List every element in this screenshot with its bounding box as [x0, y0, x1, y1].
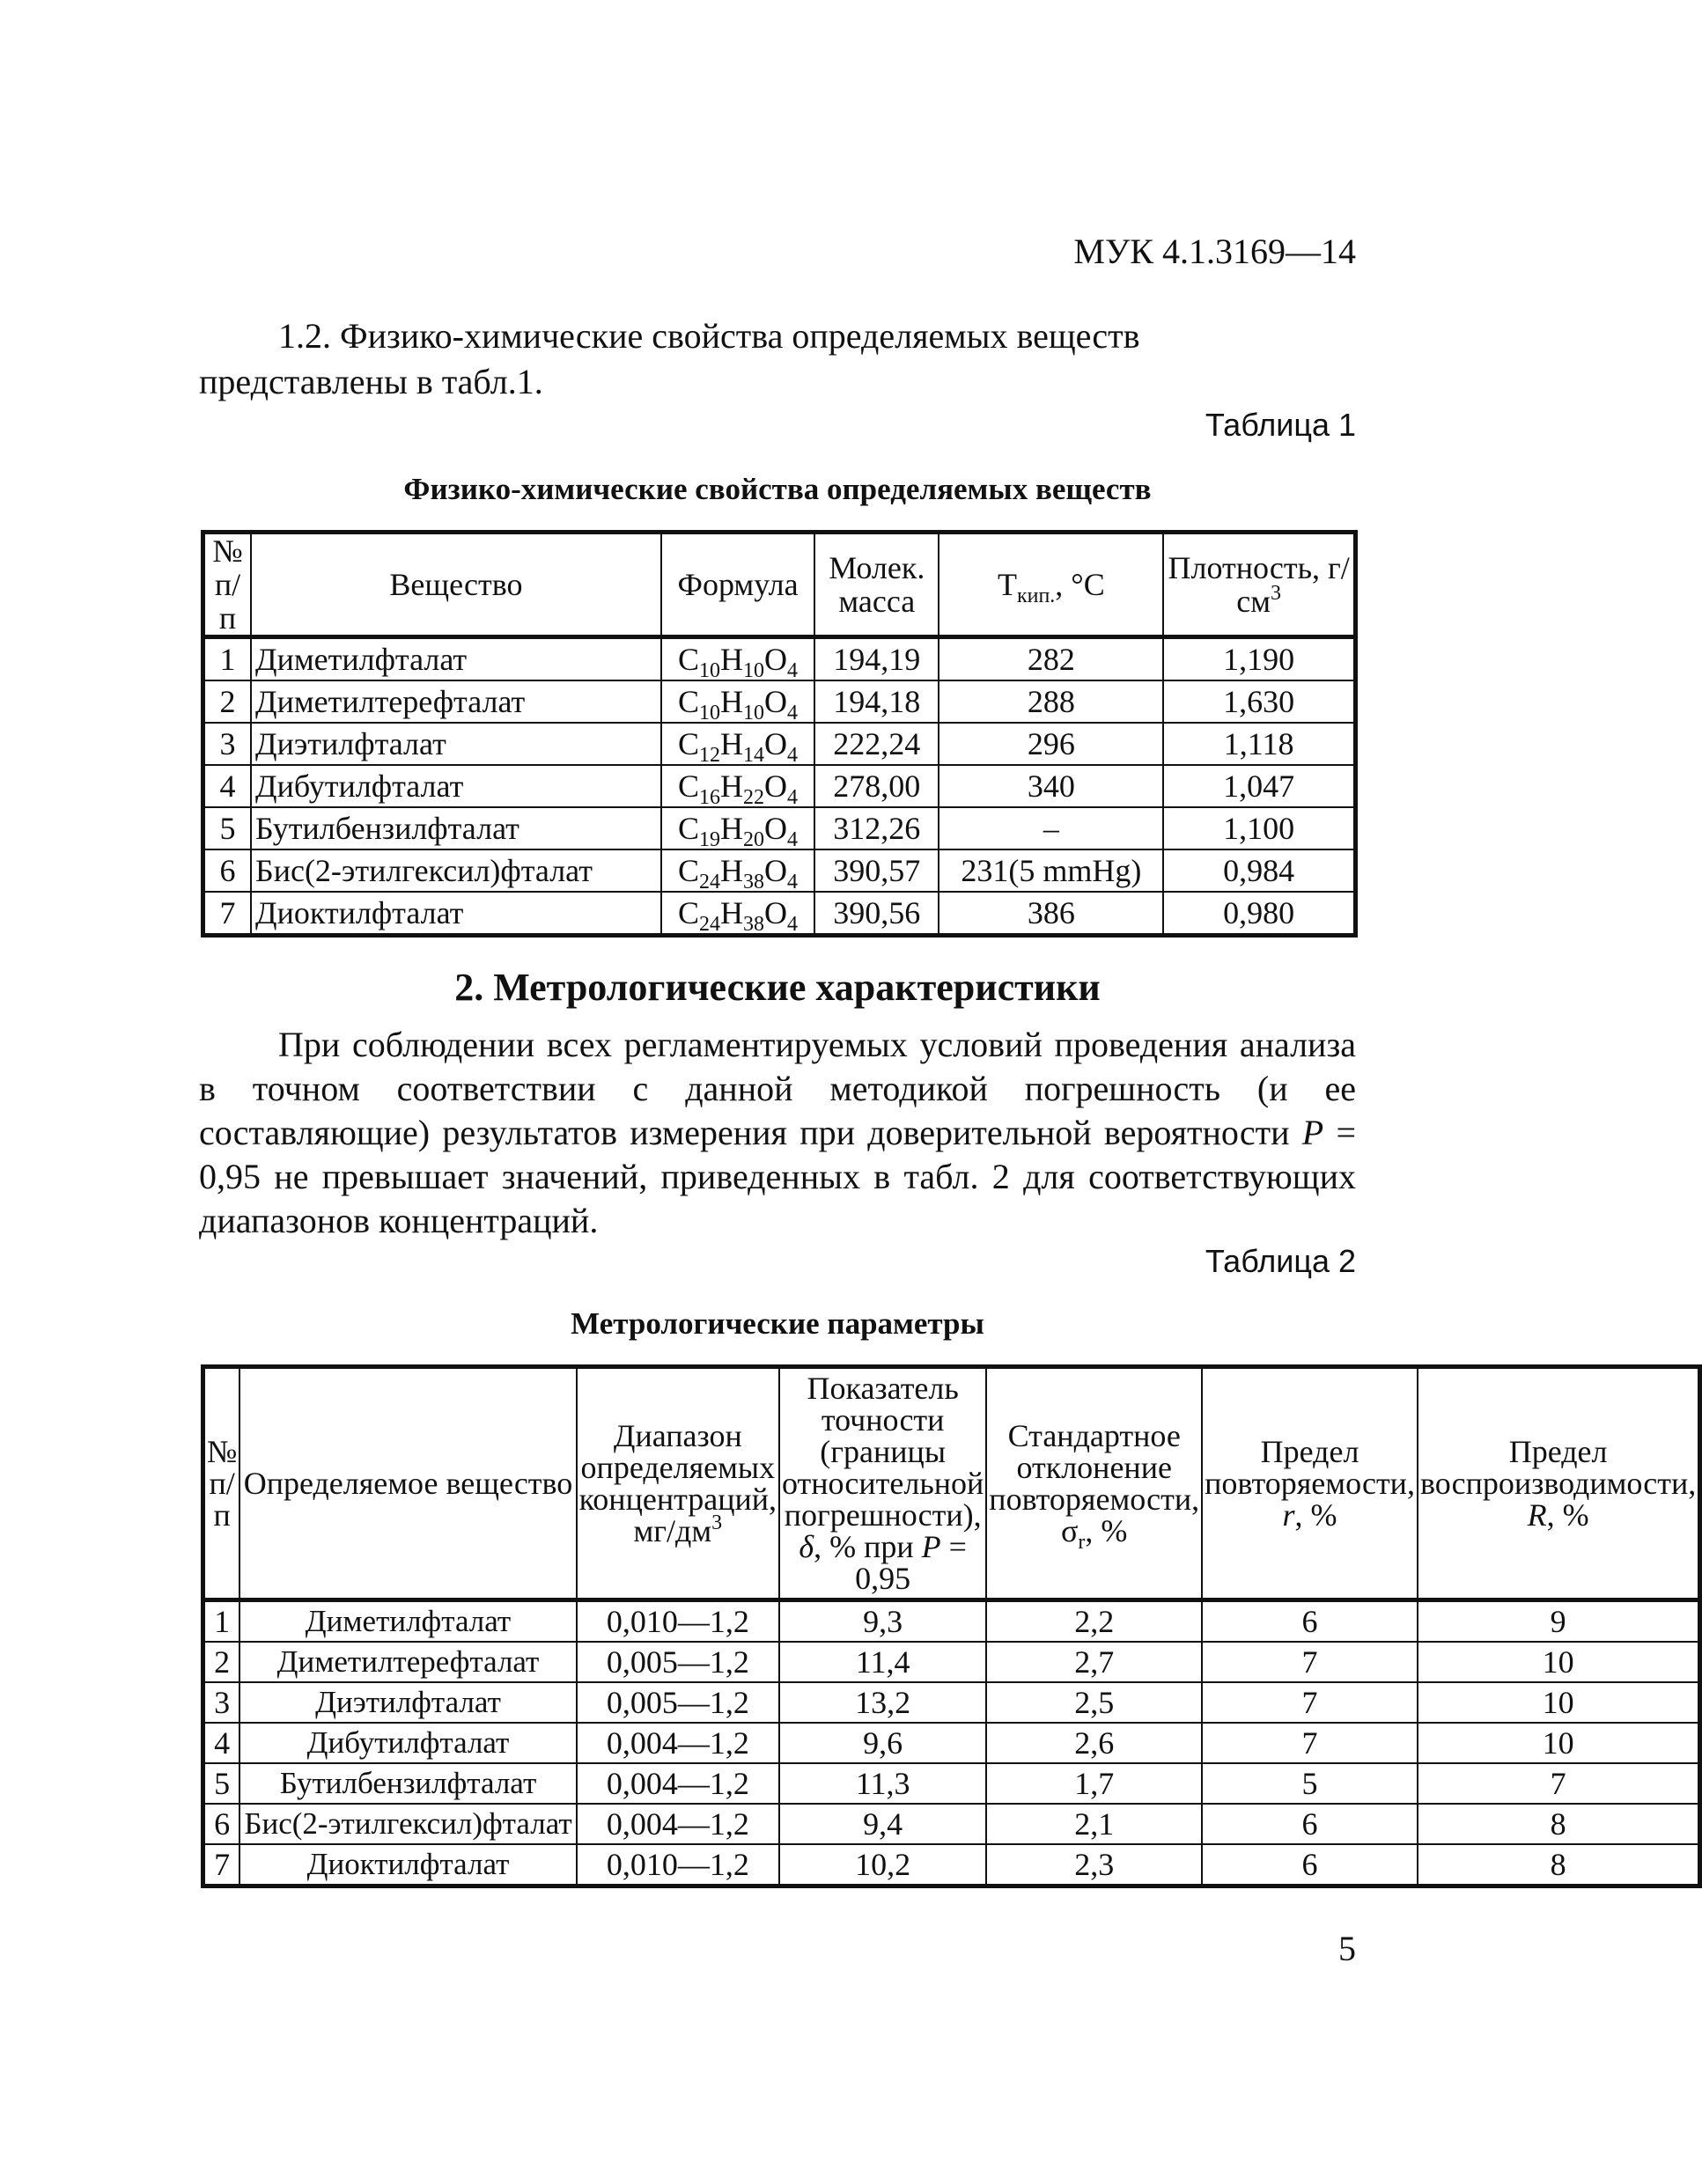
cell-std-deviation: 2,1: [986, 1804, 1202, 1844]
header-substance: Определяемое вещество: [239, 1367, 576, 1600]
cell-mass: 194,19: [814, 637, 939, 681]
cell-formula: $C_{24}H_{38}O_4$: [661, 892, 814, 936]
cell-num: 3: [203, 1682, 240, 1723]
header-reproducibility: [1418, 1367, 1700, 1600]
table-row: [203, 1723, 1700, 1763]
acc-a: Показатель точности (границы относительной погрешности),: [782, 1371, 984, 1533]
table-row: [203, 765, 1356, 807]
cell-density: 1,047: [1163, 765, 1355, 807]
table-row: [203, 723, 1356, 765]
cell-accuracy: 9,3: [779, 1600, 986, 1643]
header-boiling: [939, 533, 1163, 637]
acc-b: , % при: [814, 1529, 922, 1564]
cell-formula: $C_{10}H_{10}O_4$: [661, 637, 814, 681]
cell-repeatability: 7: [1202, 1642, 1418, 1682]
table-row: [203, 1642, 1700, 1682]
range-sup: 3: [711, 1511, 723, 1534]
repro-var: R: [1527, 1497, 1547, 1533]
document-number: МУК 4.1.3169—14: [1073, 232, 1356, 271]
cell-num: 6: [203, 1804, 240, 1844]
cell-std-deviation: 2,7: [986, 1642, 1202, 1682]
cell-num: 2: [203, 1642, 240, 1682]
table-row: [203, 1763, 1700, 1804]
cell-reproducibility: 10: [1418, 1723, 1700, 1763]
cell-accuracy: 11,3: [779, 1763, 986, 1804]
cell-accuracy: 9,4: [779, 1804, 986, 1844]
cell-boiling: 340: [939, 765, 1163, 807]
cell-boiling: 231(5 mmHg): [939, 849, 1163, 892]
cell-repeatability: 6: [1202, 1844, 1418, 1886]
table-row: [203, 1682, 1700, 1723]
boil-main: Т: [997, 567, 1017, 602]
cell-num: 7: [203, 1844, 240, 1886]
table1-label: Таблица 1: [1205, 407, 1356, 443]
header-formula: Формула: [661, 533, 814, 637]
density-sup: 3: [1271, 582, 1282, 605]
cell-boiling: 296: [939, 723, 1163, 765]
cell-substance: Диоктилфталат: [251, 892, 661, 936]
cell-formula: $C_{24}H_{38}O_4$: [661, 849, 814, 892]
cell-num: 3: [203, 723, 252, 765]
header-repeatability: [1202, 1367, 1418, 1600]
cell-reproducibility: 8: [1418, 1844, 1700, 1886]
cell-std-deviation: 2,3: [986, 1844, 1202, 1886]
cell-num: 6: [203, 849, 252, 892]
table-row: [203, 892, 1356, 936]
boil-rest: , °С: [1055, 567, 1105, 602]
std-sub: r: [1078, 1531, 1086, 1554]
table-row: [203, 1804, 1700, 1844]
header-mass: Молек. масса: [814, 533, 939, 637]
cell-std-deviation: 2,2: [986, 1600, 1202, 1643]
section2-p-var: P: [1301, 1113, 1324, 1152]
table-header-row: [203, 1367, 1700, 1600]
metrology-table: [201, 1364, 1702, 1888]
cell-substance: Дибутилфталат: [251, 765, 661, 807]
section2-paragraph: [199, 1023, 1356, 1243]
header-std-deviation: [986, 1367, 1202, 1600]
cell-repeatability: 7: [1202, 1682, 1418, 1723]
cell-repeatability: 7: [1202, 1723, 1418, 1763]
cell-num: 5: [203, 807, 252, 849]
header-range: [577, 1367, 779, 1600]
header-accuracy: [779, 1367, 986, 1600]
cell-mass: 312,26: [814, 807, 939, 849]
rep-b: , %: [1294, 1497, 1337, 1533]
cell-density: 0,984: [1163, 849, 1355, 892]
metrology-table-body: [203, 1600, 1700, 1886]
header-num: № п/п: [203, 533, 252, 637]
cell-boiling: 288: [939, 680, 1163, 723]
cell-reproducibility: 10: [1418, 1642, 1700, 1682]
table2-caption: Метрологические параметры: [571, 1306, 984, 1341]
header-density: [1163, 533, 1355, 637]
cell-substance: Бис(2-этилгексил)фталат: [239, 1804, 576, 1844]
section2-text-b: = 0,95 не превышает значений, приведенных в табл. 2 для соответствующих диапазонов концентраций.: [199, 1113, 1356, 1240]
header-substance: Вещество: [251, 533, 661, 637]
cell-boiling: 386: [939, 892, 1163, 936]
cell-num: 4: [203, 765, 252, 807]
cell-reproducibility: 10: [1418, 1682, 1700, 1723]
cell-substance: Диметилфталат: [239, 1600, 576, 1643]
cell-mass: 278,00: [814, 765, 939, 807]
cell-reproducibility: 7: [1418, 1763, 1700, 1804]
cell-substance: Диметилтерефталат: [251, 680, 661, 723]
table-header-row: [203, 533, 1356, 637]
intro-text: 1.2. Физико-химические свойства определяемых веществ представлены в табл.1.: [199, 316, 1140, 401]
acc-delta: δ: [799, 1529, 814, 1564]
density-main: Плотность, г/см: [1168, 550, 1350, 619]
cell-num: 7: [203, 892, 252, 936]
cell-density: 1,100: [1163, 807, 1355, 849]
cell-range: 0,005—1,2: [577, 1682, 779, 1723]
cell-substance: Диэтилфталат: [251, 723, 661, 765]
cell-substance: Диметилфталат: [251, 637, 661, 681]
section2-text-a: При соблюдении всех регламентируемых условий проведения анализа в точном соответствии с данной методикой погрешность (и ее составляющие) результатов измерения при доверительной вероятности: [199, 1025, 1356, 1152]
intro-paragraph: [199, 313, 1356, 405]
table-row: [203, 1600, 1700, 1643]
cell-repeatability: 5: [1202, 1763, 1418, 1804]
cell-formula: $C_{16}H_{22}O_4$: [661, 765, 814, 807]
boil-sub: кип.: [1016, 585, 1056, 607]
cell-formula: $C_{19}H_{20}O_4$: [661, 807, 814, 849]
cell-mass: 390,56: [814, 892, 939, 936]
cell-mass: 222,24: [814, 723, 939, 765]
cell-density: 1,630: [1163, 680, 1355, 723]
cell-density: 1,190: [1163, 637, 1355, 681]
cell-range: 0,004—1,2: [577, 1804, 779, 1844]
cell-range: 0,004—1,2: [577, 1763, 779, 1804]
cell-reproducibility: 8: [1418, 1804, 1700, 1844]
cell-substance: Диоктилфталат: [239, 1844, 576, 1886]
table-row: [203, 680, 1356, 723]
acc-p: P: [921, 1529, 941, 1564]
properties-table: [201, 530, 1358, 938]
range-text: Диапазон определяемых концентраций, мг/дм: [578, 1418, 777, 1548]
table1-caption: Физико-химические свойства определяемых веществ: [403, 472, 1152, 506]
cell-range: 0,004—1,2: [577, 1723, 779, 1763]
cell-density: 0,980: [1163, 892, 1355, 936]
repro-a: Предел воспроизводимости,: [1419, 1434, 1697, 1501]
cell-accuracy: 10,2: [779, 1844, 986, 1886]
cell-range: 0,010—1,2: [577, 1600, 779, 1643]
cell-boiling: –: [939, 807, 1163, 849]
std-b: , %: [1085, 1513, 1128, 1548]
table-row: [203, 1844, 1700, 1886]
cell-mass: 390,57: [814, 849, 939, 892]
cell-substance: Бутилбензилфталат: [239, 1763, 576, 1804]
page-number: 5: [1338, 1929, 1356, 1968]
cell-reproducibility: 9: [1418, 1600, 1700, 1643]
cell-substance: Диэтилфталат: [239, 1682, 576, 1723]
cell-range: 0,005—1,2: [577, 1642, 779, 1682]
table-row: [203, 637, 1356, 681]
cell-substance: Бутилбензилфталат: [251, 807, 661, 849]
table-row: [203, 849, 1356, 892]
cell-std-deviation: 2,5: [986, 1682, 1202, 1723]
table2-label: Таблица 2: [1205, 1243, 1356, 1279]
cell-substance: Диметилтерефталат: [239, 1642, 576, 1682]
cell-substance: Дибутилфталат: [239, 1723, 576, 1763]
cell-boiling: 282: [939, 637, 1163, 681]
cell-formula: $C_{10}H_{10}O_4$: [661, 680, 814, 723]
cell-mass: 194,18: [814, 680, 939, 723]
section2-heading: 2. Метрологические характеристики: [454, 966, 1101, 1009]
rep-var: r: [1282, 1497, 1295, 1533]
cell-substance: Бис(2-этилгексил)фталат: [251, 849, 661, 892]
rep-a: Предел повторяемости,: [1205, 1434, 1415, 1501]
cell-accuracy: 13,2: [779, 1682, 986, 1723]
header-num: № п/п: [203, 1367, 240, 1600]
cell-density: 1,118: [1163, 723, 1355, 765]
cell-num: 4: [203, 1723, 240, 1763]
cell-num: 5: [203, 1763, 240, 1804]
cell-range: 0,010—1,2: [577, 1844, 779, 1886]
cell-repeatability: 6: [1202, 1804, 1418, 1844]
cell-num: 1: [203, 1600, 240, 1643]
cell-accuracy: 11,4: [779, 1642, 986, 1682]
properties-table-body: [203, 637, 1356, 936]
cell-std-deviation: 1,7: [986, 1763, 1202, 1804]
std-a: Стандартное отклонение повторяемости, σ: [989, 1418, 1200, 1548]
cell-num: 2: [203, 680, 252, 723]
table-row: [203, 807, 1356, 849]
repro-b: , %: [1546, 1497, 1589, 1533]
cell-num: 1: [203, 637, 252, 681]
cell-std-deviation: 2,6: [986, 1723, 1202, 1763]
cell-repeatability: 6: [1202, 1600, 1418, 1643]
cell-accuracy: 9,6: [779, 1723, 986, 1763]
acc-c: = 0,95: [855, 1529, 967, 1596]
cell-formula: $C_{12}H_{14}O_4$: [661, 723, 814, 765]
